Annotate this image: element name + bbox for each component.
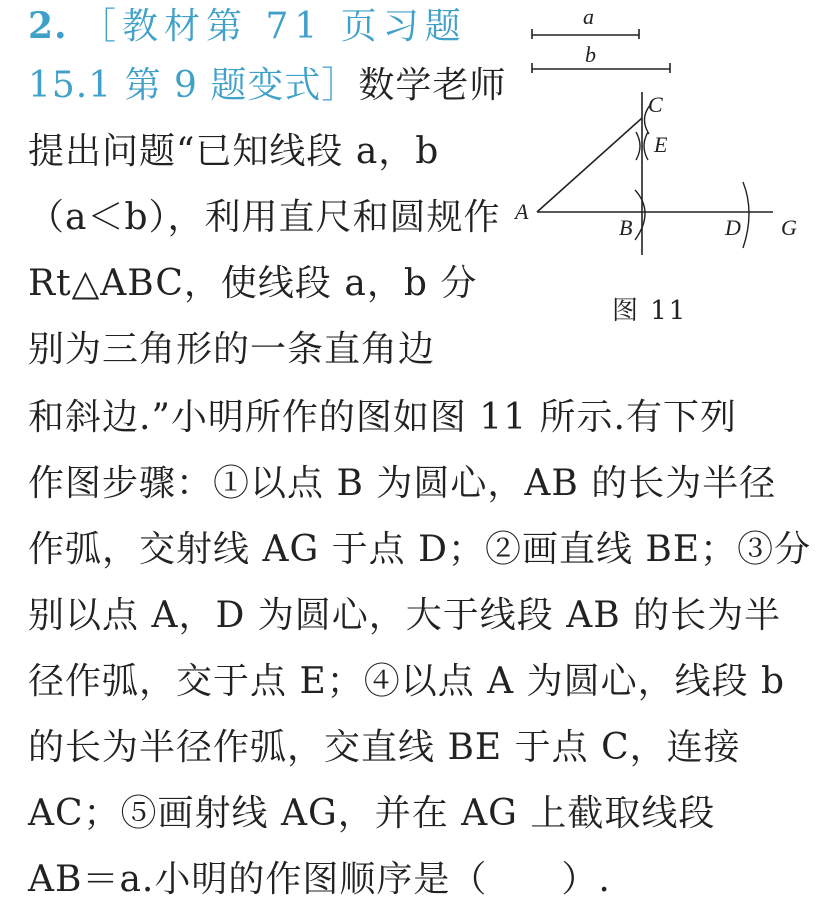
label-point-d: D <box>725 215 741 240</box>
problem-line-1 <box>28 4 467 49</box>
label-point-c: C <box>648 92 663 117</box>
construction-diagram <box>505 0 825 270</box>
segment-ac <box>537 118 642 212</box>
problem-text-line: 数学老师 <box>358 65 507 106</box>
label-point-b: B <box>619 215 633 240</box>
figure-caption: 图 11 <box>612 296 688 326</box>
label-point-a: A <box>515 199 529 224</box>
problem-text-line: 和斜边.”小明所作的图如图 11 所示.有下列 <box>28 397 737 438</box>
label-b: b <box>585 42 596 67</box>
problem-text-line: 别为三角形的一条直角边 <box>28 329 436 370</box>
problem-number: 2. <box>28 5 68 47</box>
arc-e-right <box>644 132 648 160</box>
problem-text-line: Rt△ABC，使线段 a，b 分 <box>28 263 478 304</box>
problem-source-1: ［教材第 71 页习题 <box>80 6 467 47</box>
geometry-figure <box>505 0 825 270</box>
problem-text-line: AC；⑤画射线 AG，并在 AG 上截取线段 <box>28 793 716 834</box>
arc-at-d <box>743 182 749 248</box>
problem-source-2: 15.1 第 9 题变式］ <box>28 65 359 106</box>
problem-text-line: 别以点 A，D 为圆心，大于线段 AB 的长为半 <box>28 595 782 636</box>
arc-e-left <box>636 132 640 160</box>
problem-text-line: 提出问题“已知线段 a，b <box>28 131 440 172</box>
problem-text-line: 作图步骤：①以点 B 为圆心，AB 的长为半径 <box>28 463 777 504</box>
label-point-e: E <box>654 132 668 157</box>
label-a: a <box>583 4 594 29</box>
problem-text-line: （a＜b），利用直尺和圆规作 <box>28 197 501 238</box>
problem-text-line: AB＝a.小明的作图顺序是（ ）. <box>28 859 611 900</box>
problem-text-line: 作弧，交射线 AG 于点 D；②画直线 BE；③分 <box>28 529 812 570</box>
problem-text-line: 径作弧，交于点 E；④以点 A 为圆心，线段 b <box>28 661 786 702</box>
problem-line-2 <box>28 64 506 108</box>
label-point-g: G <box>781 215 797 240</box>
problem-text-line: 的长为半径作弧，交直线 BE 于点 C，连接 <box>28 727 741 768</box>
arc-near-b <box>635 190 645 240</box>
